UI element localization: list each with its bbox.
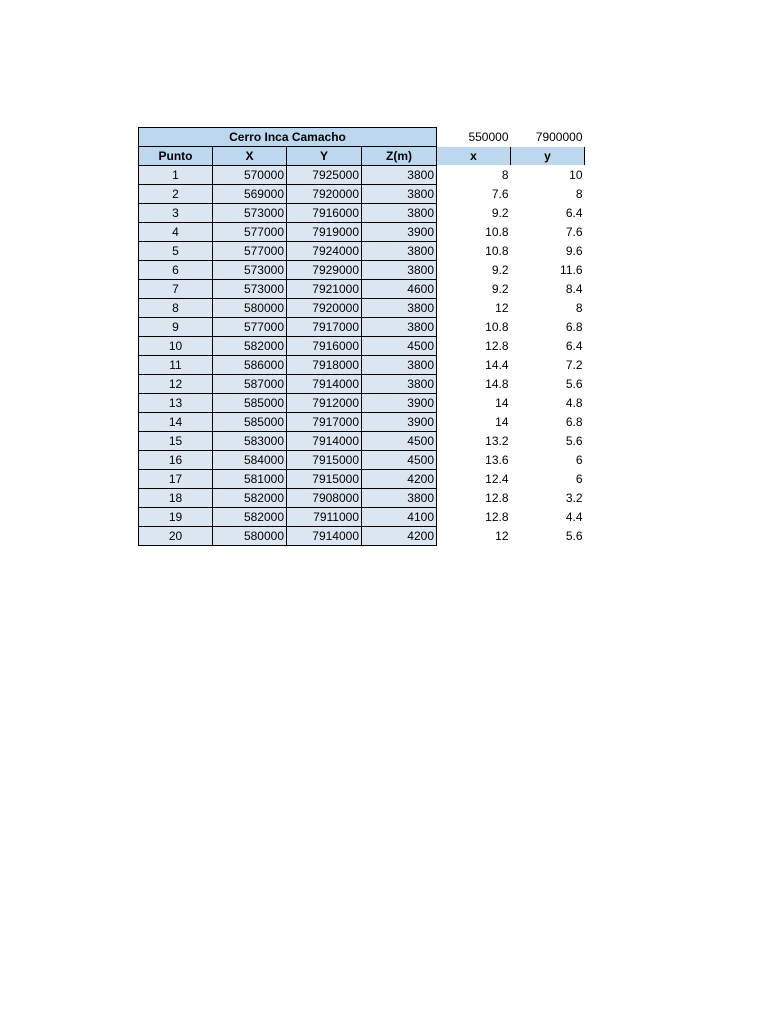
punto-cell: 11 [139,356,213,375]
local-y-cell: 7.2 [565,358,583,372]
z-cell: 4500 [362,337,437,356]
local-x-cell: 13.6 [485,453,509,467]
table-row [139,451,585,470]
local-y-cell: 5.6 [565,434,583,448]
header-local-y: y [511,147,585,166]
local-y-cell: 8.4 [565,282,583,296]
local-x-cell: 9.2 [491,206,509,220]
local-x-cell: 13.2 [485,434,509,448]
punto-cell: 3 [139,204,213,223]
x-cell: 581000 [213,470,287,489]
z-cell: 4100 [362,508,437,527]
y-cell: 7921000 [287,280,362,299]
z-cell: 4600 [362,280,437,299]
z-cell: 4200 [362,527,437,546]
local-y-cell: 6 [575,472,583,486]
header-x: X [213,147,287,166]
x-cell: 570000 [213,166,287,185]
table-row [139,375,585,394]
x-cell: 580000 [213,527,287,546]
x-cell: 583000 [213,432,287,451]
x-cell: 586000 [213,356,287,375]
header-punto: Punto [139,147,213,166]
local-y-cell: 5.6 [565,529,583,543]
y-cell: 7918000 [287,356,362,375]
local-y-cell: 10 [569,168,583,183]
x-cell: 577000 [213,318,287,337]
table-row [139,489,585,508]
y-cell: 7912000 [287,394,362,413]
local-x-cell: 12 [495,301,509,315]
local-y-cell: 6.4 [565,339,583,353]
table-title: Cerro Inca Camacho [139,128,437,147]
header-y: Y [287,147,362,166]
y-cell: 7919000 [287,223,362,242]
z-cell: 4200 [362,470,437,489]
x-cell: 582000 [213,508,287,527]
table-row [139,470,585,489]
table-row [139,261,585,280]
local-x-cell: 12.4 [485,472,509,486]
z-cell: 3800 [362,356,437,375]
x-cell: 587000 [213,375,287,394]
punto-cell: 15 [139,432,213,451]
y-cell: 7914000 [287,432,362,451]
local-x-cell: 12.8 [485,491,509,505]
table-row [139,337,585,356]
punto-cell: 19 [139,508,213,527]
z-cell: 3900 [362,413,437,432]
x-cell: 577000 [213,242,287,261]
y-cell: 7911000 [287,508,362,527]
punto-cell: 8 [139,299,213,318]
punto-cell: 5 [139,242,213,261]
y-cell: 7925000 [287,166,362,185]
title-row [139,128,585,147]
local-x-cell: 10.8 [485,244,509,258]
table-row [139,299,585,318]
punto-cell: 16 [139,451,213,470]
z-cell: 4500 [362,432,437,451]
punto-cell: 18 [139,489,213,508]
x-cell: 585000 [213,413,287,432]
y-cell: 7915000 [287,451,362,470]
y-cell: 7914000 [287,375,362,394]
punto-cell: 12 [139,375,213,394]
y-cell: 7916000 [287,204,362,223]
punto-cell: 7 [139,280,213,299]
x-cell: 569000 [213,185,287,204]
x-cell: 577000 [213,223,287,242]
local-x-cell: 12.8 [485,510,509,524]
z-cell: 3800 [362,185,437,204]
z-cell: 3900 [362,394,437,413]
table-row [139,166,585,185]
table-row [139,185,585,204]
x-offset-cell: 550000 [468,130,509,144]
local-x-cell: 9.2 [491,282,509,296]
z-cell: 3800 [362,166,437,185]
y-cell: 7920000 [287,185,362,204]
local-y-cell: 3.2 [565,491,583,505]
punto-cell: 20 [139,527,213,546]
table-row [139,413,585,432]
x-cell: 573000 [213,280,287,299]
local-y-cell: 7.6 [565,225,583,239]
local-x-cell: 8 [501,168,509,183]
table-row [139,318,585,337]
table-row [139,508,585,527]
z-cell: 3800 [362,375,437,394]
x-cell: 573000 [213,261,287,280]
z-cell: 3800 [362,261,437,280]
y-cell: 7929000 [287,261,362,280]
local-x-cell: 14.8 [485,377,509,391]
table-row [139,280,585,299]
punto-cell: 4 [139,223,213,242]
local-y-cell: 6.8 [565,320,583,334]
punto-cell: 9 [139,318,213,337]
x-cell: 585000 [213,394,287,413]
z-cell: 3800 [362,204,437,223]
x-cell: 580000 [213,299,287,318]
x-cell: 582000 [213,337,287,356]
y-cell: 7908000 [287,489,362,508]
y-cell: 7916000 [287,337,362,356]
table-row [139,223,585,242]
local-x-cell: 14 [495,396,509,410]
local-x-cell: 7.6 [491,187,509,201]
table-row [139,394,585,413]
table-row [139,527,585,546]
punto-cell: 13 [139,394,213,413]
punto-cell: 14 [139,413,213,432]
z-cell: 3800 [362,242,437,261]
local-x-cell: 9.2 [491,263,509,277]
local-y-cell: 4.4 [565,510,583,524]
z-cell: 3800 [362,299,437,318]
header-row [139,147,585,166]
table-row [139,356,585,375]
local-y-cell: 8 [575,187,583,201]
x-cell: 582000 [213,489,287,508]
local-y-cell: 6.4 [565,206,583,220]
header-z: Z(m) [362,147,437,166]
punto-cell: 2 [139,185,213,204]
local-x-cell: 12.8 [485,339,509,353]
y-cell: 7917000 [287,413,362,432]
y-cell: 7917000 [287,318,362,337]
y-offset-cell: 7900000 [535,130,583,144]
y-cell: 7924000 [287,242,362,261]
punto-cell: 10 [139,337,213,356]
local-x-cell: 14 [495,415,509,429]
local-y-cell: 9.6 [565,244,583,258]
y-cell: 7920000 [287,299,362,318]
y-cell: 7915000 [287,470,362,489]
punto-cell: 17 [139,470,213,489]
x-cell: 573000 [213,204,287,223]
z-cell: 3800 [362,489,437,508]
punto-cell: 6 [139,261,213,280]
table-row [139,204,585,223]
local-y-cell: 6 [575,453,583,467]
local-y-cell: 4.8 [565,396,583,410]
local-y-cell: 5.6 [565,377,583,391]
punto-cell: 1 [139,166,213,185]
local-x-cell: 10.8 [485,320,509,334]
local-x-cell: 14.4 [485,358,509,372]
local-y-cell: 8 [575,301,583,315]
table-row [139,242,585,261]
z-cell: 3900 [362,223,437,242]
local-y-cell: 11.6 [560,263,583,277]
table-row [139,432,585,451]
z-cell: 4500 [362,451,437,470]
local-x-cell: 10.8 [485,225,509,239]
local-y-cell: 6.8 [565,415,583,429]
local-x-cell: 12 [495,529,509,543]
y-cell: 7914000 [287,527,362,546]
spreadsheet-table [138,127,585,546]
x-cell: 584000 [213,451,287,470]
header-local-x: x [437,147,511,166]
z-cell: 3800 [362,318,437,337]
